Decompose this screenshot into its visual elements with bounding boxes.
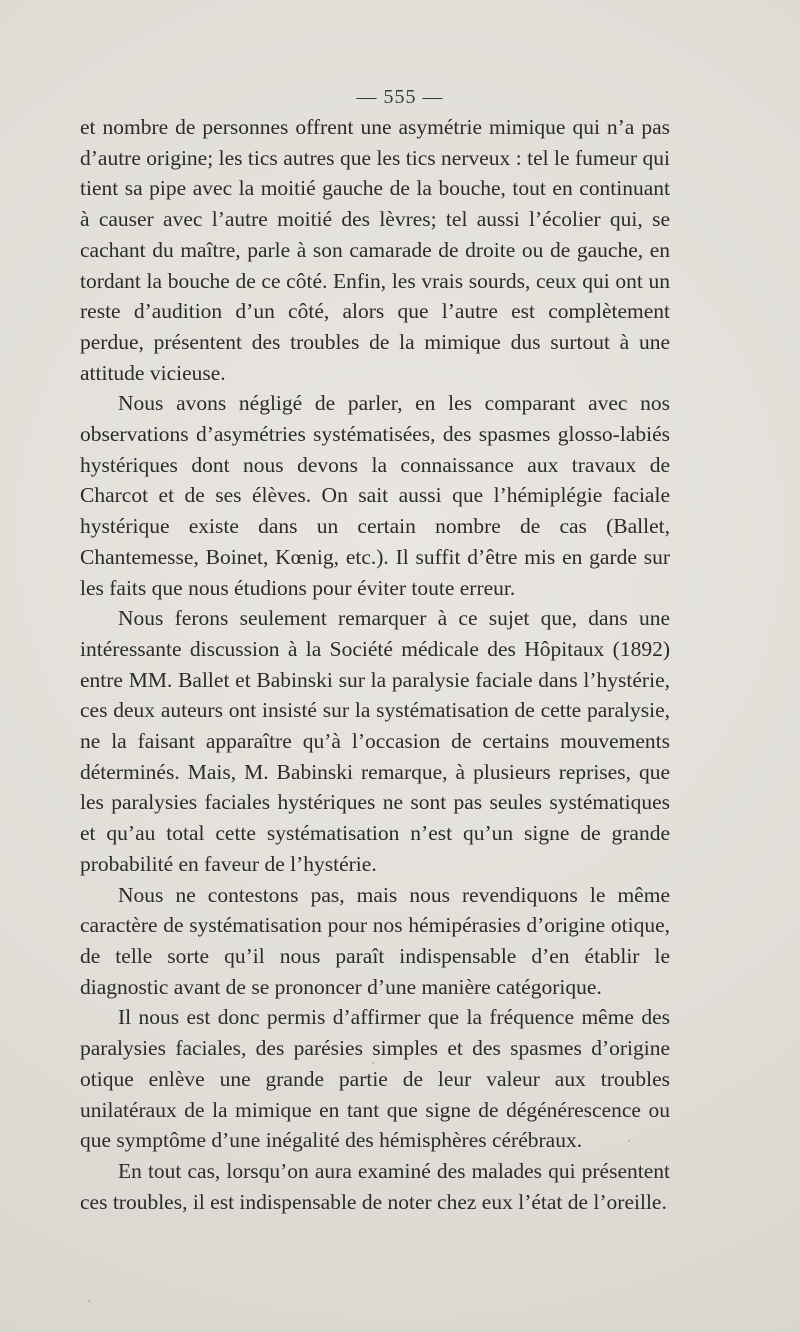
paper-speck: [372, 1062, 374, 1064]
paragraph-spasmes: Nous avons négligé de parler, en les comparant avec nos observations d’asymétries systématisées, des spasmes glosso-labiés hystériques dont nous devons la connaissance aux travaux de Charcot et de ses élèves. On sait aussi que l’hémiplégie faciale hystérique existe dans un certain nombre de cas (Ballet, Chantemesse, Boinet, Kœnig, etc.). Il suffit d’être mis en garde sur les faits que nous étudions pour éviter toute erreur.: [80, 391, 670, 600]
paragraph-affirmer: Il nous est donc permis d’affirmer que la fréquence même des paralysies faciales, des parésies simples et des spasmes d’origine otique enlève une grande partie de leur valeur aux troubles unilatéraux de la mimique en tant que signe de dégénérescence ou que symptôme d’une inégalité des hémisphères cérébraux.: [80, 1005, 670, 1153]
paragraph-conclusion: En tout cas, lorsqu’on aura examiné des malades qui présentent ces troubles, il est indispensable de noter chez eux l’état de l’oreille.: [80, 1158, 670, 1214]
paragraph-continuation: et nombre de personnes offrent une asymétrie mimique qui n’a pas d’autre origine; les tics autres que les tics nerveux : tel le fumeur qui tient sa pipe avec la moitié gauche de la bouche, tout en continuant à causer avec l’autre moitié des lèvres; tel aussi l’écolier qui, se cachant du maître, parle à son camarade de droite ou de gauche, en tordant la bouche de ce côté. Enfin, les vrais sourds, ceux qui ont un reste d’audition d’un côté, alors que l’autre est complètement perdue, présentent des troubles de la mimique dus surtout à une attitude vicieuse.: [80, 115, 670, 385]
paragraph-discussion: Nous ferons seulement remarquer à ce sujet que, dans une intéressante discussion à la Société médicale des Hôpitaux (1892) entre MM. Ballet et Babinski sur la paralysie faciale dans l’hystérie, ces deux auteurs ont insisté sur la systématisation de cette paralysie, ne la faisant apparaître qu’à l’occasion de certains mouvements déterminés. Mais, M. Babinski remarque, à plusieurs reprises, que les paralysies faciales hystériques ne sont pas seules systématiques et qu’au total cette systématisation n’est qu’un signe de grande probabilité en faveur de l’hystérie.: [80, 606, 670, 876]
page-number: — 555 —: [356, 86, 444, 108]
paragraph-contestons: Nous ne contestons pas, mais nous revendiquons le même caractère de systématisation pour nos hémipérasies d’origine otique, de telle sorte qu’il nous paraît indispensable d’en établir le diagnostic avant de se prononcer d’une manière catégorique.: [80, 882, 670, 999]
body-text: [80, 112, 670, 1217]
paper-speck: [628, 1140, 630, 1142]
paper-speck: [88, 1300, 90, 1302]
